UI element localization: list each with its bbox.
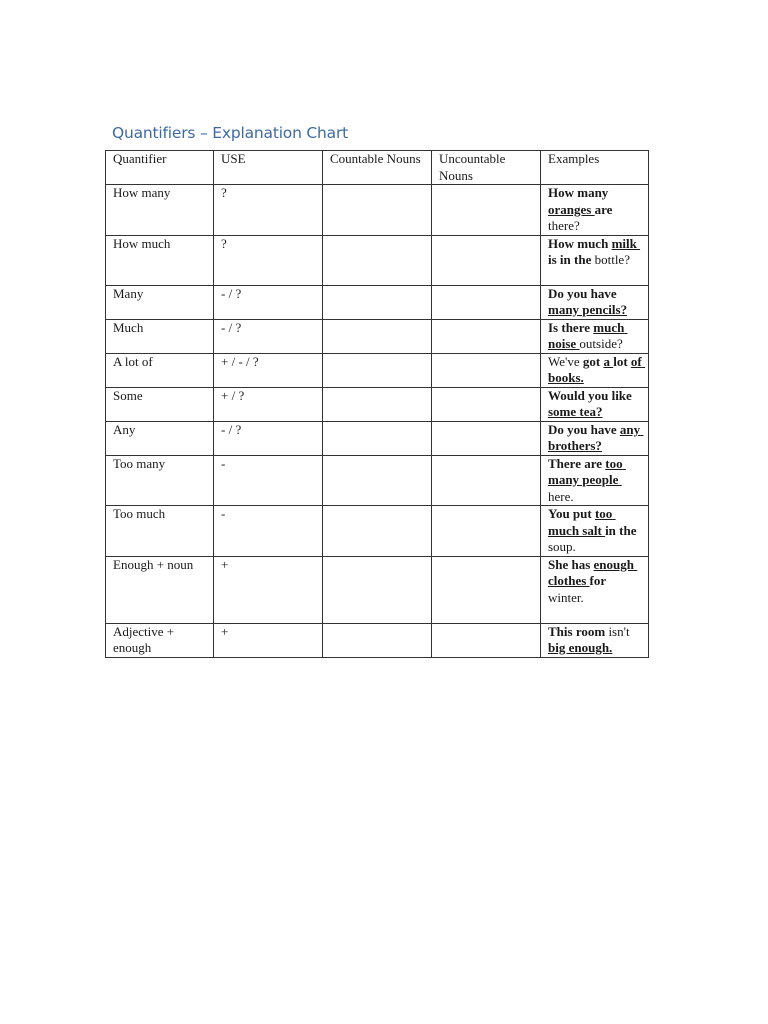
- example-segment: any brothers?: [548, 421, 644, 453]
- cell-example: [541, 506, 649, 557]
- example-segment: there?: [548, 218, 580, 233]
- cell-uncountable-nouns: [432, 387, 541, 421]
- cell-quantifier: How many: [106, 185, 214, 236]
- example-segment: She has: [548, 556, 594, 572]
- cell-quantifier: Enough + noun: [106, 556, 214, 623]
- table-row: [106, 319, 649, 353]
- example-segment: Would you like: [548, 387, 636, 403]
- table-row: [106, 353, 649, 387]
- example-segment: Do you have: [548, 285, 620, 301]
- cell-countable-nouns: [323, 319, 432, 353]
- cell-countable-nouns: [323, 353, 432, 387]
- example-segment: soup.: [548, 539, 576, 554]
- cell-use: -: [214, 455, 323, 506]
- cell-uncountable-nouns: [432, 421, 541, 455]
- example-segment: much noise: [548, 319, 628, 351]
- example-segment: big enough.: [548, 640, 613, 655]
- example-segment: There are: [548, 455, 606, 471]
- header-quantifier: Quantifier: [106, 151, 214, 185]
- example-segment: milk: [611, 235, 641, 251]
- cell-uncountable-nouns: [432, 235, 541, 285]
- table-row: [106, 421, 649, 455]
- table-row: [106, 506, 649, 557]
- cell-countable-nouns: [323, 235, 432, 285]
- cell-uncountable-nouns: [432, 319, 541, 353]
- cell-quantifier: Many: [106, 285, 214, 319]
- example-segment: lot: [613, 353, 631, 369]
- cell-use: ?: [214, 235, 323, 285]
- example-segment: for: [589, 573, 610, 588]
- cell-uncountable-nouns: [432, 455, 541, 506]
- example-segment: We've: [548, 353, 583, 369]
- table-row: [106, 185, 649, 236]
- cell-countable-nouns: [323, 387, 432, 421]
- header-uncountable-nouns: Uncountable Nouns: [432, 151, 541, 185]
- example-segment: You put: [548, 506, 595, 521]
- cell-use: - / ?: [214, 319, 323, 353]
- table-row: [106, 285, 649, 319]
- example-segment: many pencils?: [548, 302, 628, 317]
- example-segment: too many people: [548, 455, 626, 487]
- example-segment: This room: [548, 623, 609, 639]
- example-segment: outside?: [579, 336, 623, 351]
- cell-quantifier: Much: [106, 319, 214, 353]
- cell-uncountable-nouns: [432, 623, 541, 657]
- cell-uncountable-nouns: [432, 556, 541, 623]
- header-countable-nouns: Countable Nouns: [323, 151, 432, 185]
- example-segment: Do you have: [548, 421, 620, 437]
- cell-quantifier: Any: [106, 421, 214, 455]
- example-segment: in: [605, 522, 620, 538]
- cell-example: [541, 185, 649, 236]
- cell-use: +: [214, 556, 323, 623]
- table-row: [106, 455, 649, 506]
- cell-uncountable-nouns: [432, 185, 541, 236]
- example-segment: here.: [548, 488, 574, 504]
- example-segment: How much: [548, 235, 612, 251]
- quantifiers-table: [105, 150, 649, 658]
- cell-quantifier: Too much: [106, 506, 214, 557]
- table-header-row: [106, 151, 649, 185]
- cell-use: +: [214, 623, 323, 657]
- example-segment: Is there: [548, 319, 594, 335]
- cell-quantifier: Adjective + enough: [106, 623, 214, 657]
- example-segment: the: [619, 522, 640, 538]
- example-segment: a: [603, 353, 614, 369]
- cell-use: - / ?: [214, 421, 323, 455]
- cell-use: - / ?: [214, 285, 323, 319]
- example-segment: enough clothes: [548, 556, 638, 588]
- example-segment: isn't: [608, 623, 633, 639]
- cell-countable-nouns: [323, 285, 432, 319]
- example-segment: are: [594, 201, 616, 217]
- cell-countable-nouns: [323, 455, 432, 506]
- cell-uncountable-nouns: [432, 285, 541, 319]
- example-segment: bottle?: [594, 252, 630, 267]
- table-row: [106, 556, 649, 623]
- example-segment: of books.: [548, 353, 646, 385]
- example-segment: some tea?: [548, 404, 603, 419]
- cell-countable-nouns: [323, 556, 432, 623]
- cell-example: [541, 421, 649, 455]
- page-title: Quantifiers – Explanation Chart: [112, 124, 349, 142]
- cell-example: [541, 235, 649, 285]
- cell-use: + / - / ?: [214, 353, 323, 387]
- table-body: [106, 185, 649, 658]
- cell-example: [541, 353, 649, 387]
- header-use: USE: [214, 151, 323, 185]
- cell-example: [541, 387, 649, 421]
- table-row: [106, 387, 649, 421]
- cell-quantifier: How much: [106, 235, 214, 285]
- cell-use: -: [214, 506, 323, 557]
- cell-use: + / ?: [214, 387, 323, 421]
- cell-example: [541, 455, 649, 506]
- example-segment: is in the: [548, 252, 595, 267]
- cell-quantifier: A lot of: [106, 353, 214, 387]
- example-segment: too much salt: [548, 506, 616, 538]
- cell-example: [541, 556, 649, 623]
- example-segment: How many: [548, 185, 612, 200]
- cell-countable-nouns: [323, 421, 432, 455]
- cell-uncountable-nouns: [432, 353, 541, 387]
- cell-example: [541, 285, 649, 319]
- cell-use: ?: [214, 185, 323, 236]
- cell-example: [541, 319, 649, 353]
- cell-countable-nouns: [323, 185, 432, 236]
- table-row: [106, 235, 649, 285]
- cell-example: [541, 623, 649, 657]
- cell-quantifier: Too many: [106, 455, 214, 506]
- cell-quantifier: Some: [106, 387, 214, 421]
- cell-countable-nouns: [323, 506, 432, 557]
- example-segment: oranges: [548, 201, 595, 217]
- table-row: [106, 623, 649, 657]
- header-examples: Examples: [541, 151, 649, 185]
- cell-uncountable-nouns: [432, 506, 541, 557]
- cell-countable-nouns: [323, 623, 432, 657]
- example-segment: got: [582, 353, 604, 369]
- example-segment: winter.: [548, 589, 584, 605]
